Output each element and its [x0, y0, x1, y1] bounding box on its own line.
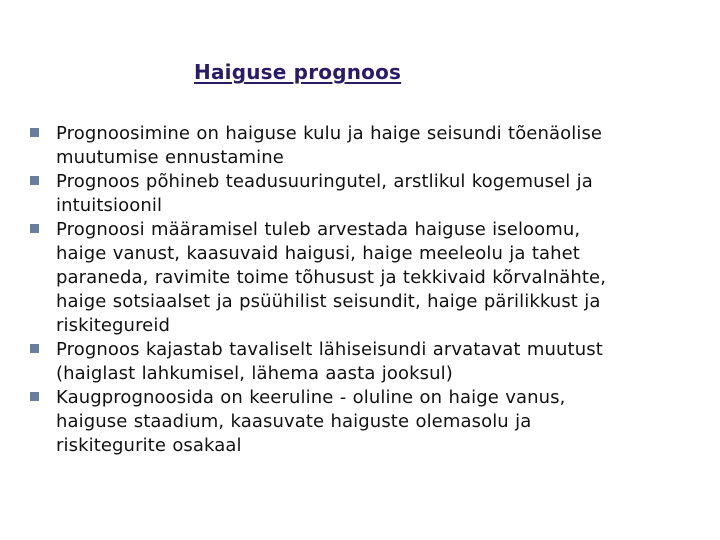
bullet-line: Prognoos kajastab tavaliselt lähiseisundi arvatavat muutust	[56, 339, 603, 360]
bullet-text	[56, 218, 700, 338]
square-bullet-icon	[30, 128, 39, 137]
bullet-item	[30, 386, 700, 458]
bullet-line: intuitsioonil	[56, 195, 163, 216]
bullet-line: riskitegurite osakaal	[56, 435, 242, 456]
bullet-line: muutumise ennustamine	[56, 147, 284, 168]
bullet-line: haiguse staadium, kaasuvate haiguste olemasolu ja	[56, 411, 532, 432]
slide-title: Haiguse prognoos	[194, 60, 402, 84]
square-bullet-icon	[30, 176, 39, 185]
square-bullet-icon	[30, 344, 39, 353]
bullet-item	[30, 170, 700, 218]
bullet-line: haige sotsiaalset ja psüühilist seisundit, haige pärilikkust ja	[56, 291, 601, 312]
bullet-line: Prognoos põhineb teadusuuringutel, arstlikul kogemusel ja	[56, 171, 593, 192]
bullet-line: Kaugprognoosida on keeruline - oluline on haige vanus,	[56, 387, 566, 408]
bullet-list	[30, 122, 700, 458]
bullet-text	[56, 170, 700, 218]
square-bullet-icon	[30, 224, 39, 233]
bullet-line: (haiglast lahkumisel, lähema aasta jooksul)	[56, 363, 453, 384]
square-bullet-icon	[30, 392, 39, 401]
bullet-item	[30, 122, 700, 170]
bullet-line: Prognoosimine on haiguse kulu ja haige seisundi tõenäolise	[56, 123, 603, 144]
bullet-text	[56, 338, 700, 386]
bullet-line: haige vanust, kaasuvaid haigusi, haige meeleolu ja tahet	[56, 243, 580, 264]
bullet-item	[30, 218, 700, 338]
bullet-item	[30, 338, 700, 386]
bullet-line: paraneda, ravimite toime tõhusust ja tekkivaid kõrvalnähte,	[56, 267, 607, 288]
bullet-text	[56, 386, 700, 458]
bullet-line: riskitegureid	[56, 315, 170, 336]
bullet-line: Prognoosi määramisel tuleb arvestada haiguse iseloomu,	[56, 219, 581, 240]
bullet-text	[56, 122, 700, 170]
